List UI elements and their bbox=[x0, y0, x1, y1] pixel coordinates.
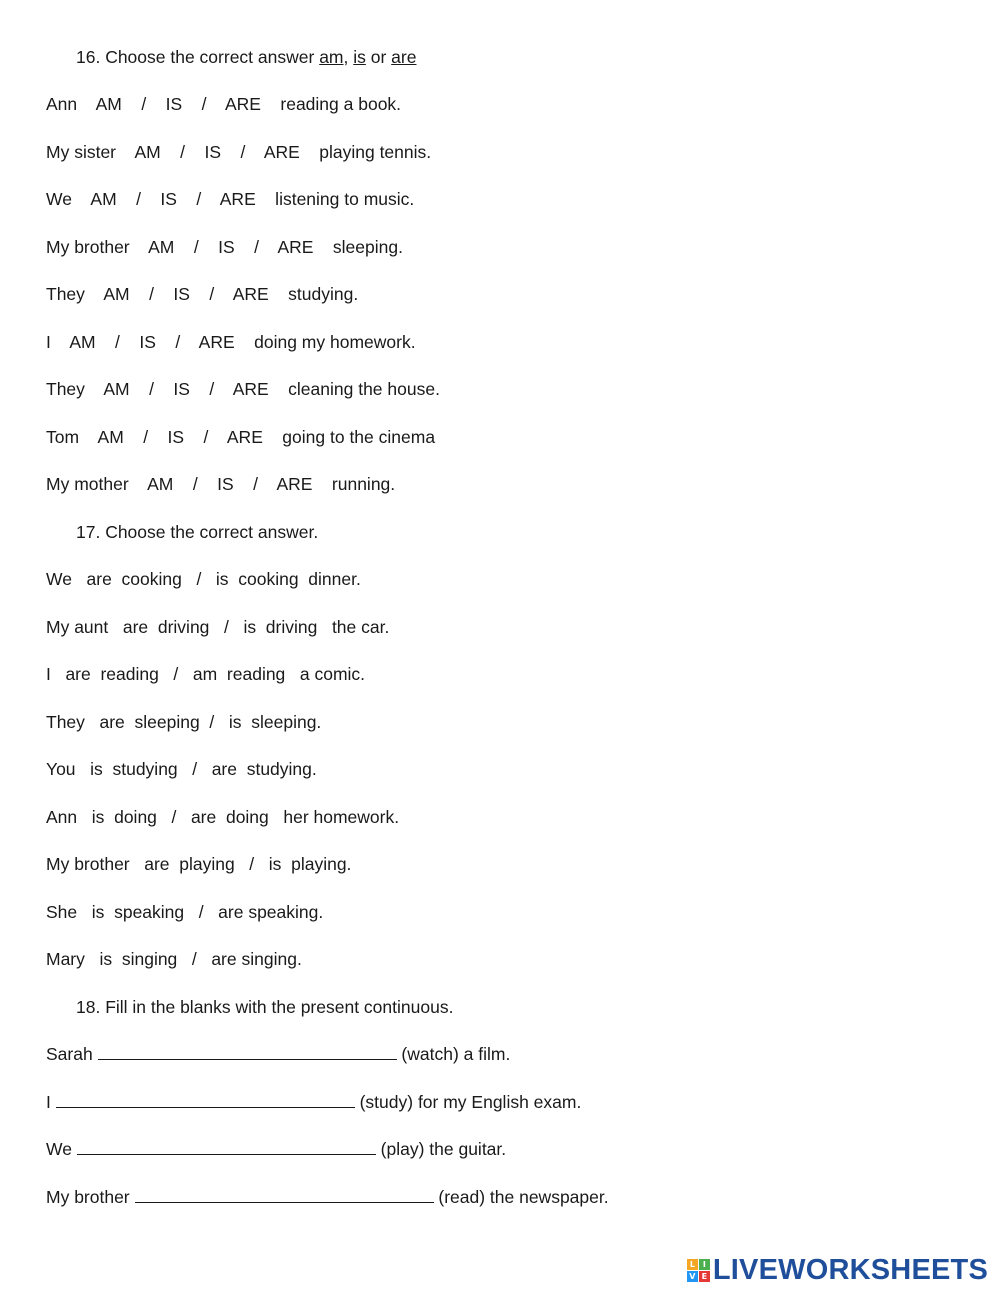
separator: or bbox=[365, 47, 392, 67]
answer-blank[interactable] bbox=[56, 1091, 355, 1108]
logo-mark-tile: I bbox=[699, 1259, 710, 1270]
logo-mark-tile: E bbox=[699, 1271, 710, 1282]
option-am: am bbox=[319, 47, 344, 67]
exercise-16-item[interactable]: Tom AM / IS / ARE going to the cinema bbox=[46, 427, 436, 447]
exercise-18-item bbox=[46, 1186, 609, 1208]
heading-text: 16. Choose the correct answer bbox=[76, 47, 320, 67]
exercise-17-item[interactable]: You is studying / are studying. bbox=[46, 759, 317, 779]
exercise-16-item[interactable]: My brother AM / IS / ARE sleeping. bbox=[46, 237, 403, 257]
section-16-heading bbox=[76, 46, 416, 68]
exercise-17-item[interactable]: Mary is singing / are singing. bbox=[46, 949, 302, 969]
sentence-start: Sarah bbox=[46, 1044, 98, 1064]
sentence-end: (study) for my English exam. bbox=[354, 1092, 582, 1112]
exercise-16-item[interactable]: I AM / IS / ARE doing my homework. bbox=[46, 332, 416, 352]
exercise-16-item[interactable]: My sister AM / IS / ARE playing tennis. bbox=[46, 142, 432, 162]
answer-blank[interactable] bbox=[77, 1138, 376, 1155]
section-18-heading: 18. Fill in the blanks with the present continuous. bbox=[76, 997, 454, 1017]
exercise-17-item[interactable]: My aunt are driving / is driving the car. bbox=[46, 617, 390, 637]
separator: , bbox=[343, 47, 354, 67]
sentence-start: We bbox=[46, 1139, 77, 1159]
option-are: are bbox=[391, 47, 417, 67]
sentence-start: I bbox=[46, 1092, 56, 1112]
exercise-16-item[interactable]: Ann AM / IS / ARE reading a book. bbox=[46, 94, 402, 114]
exercise-16-item[interactable]: My mother AM / IS / ARE running. bbox=[46, 474, 396, 494]
logo-wordmark: LIVEWORKSHEETS bbox=[712, 1254, 988, 1286]
exercise-17-item[interactable]: They are sleeping / is sleeping. bbox=[46, 712, 322, 732]
section-17-heading: 17. Choose the correct answer. bbox=[76, 522, 319, 542]
exercise-17-item[interactable]: I are reading / am reading a comic. bbox=[46, 664, 366, 684]
sentence-start: My brother bbox=[46, 1187, 135, 1207]
exercise-18-item bbox=[46, 1091, 581, 1113]
exercise-17-item[interactable]: She is speaking / are speaking. bbox=[46, 902, 324, 922]
exercise-18-item bbox=[46, 1043, 510, 1065]
sentence-end: (watch) a film. bbox=[396, 1044, 511, 1064]
exercise-17-item[interactable]: We are cooking / is cooking dinner. bbox=[46, 569, 361, 589]
sentence-end: (play) the guitar. bbox=[375, 1139, 507, 1159]
exercise-16-item[interactable]: They AM / IS / ARE studying. bbox=[46, 284, 359, 304]
liveworksheets-logo-icon bbox=[687, 1259, 710, 1282]
logo-mark-tile: L bbox=[687, 1259, 698, 1270]
exercise-16-item[interactable]: They AM / IS / ARE cleaning the house. bbox=[46, 379, 440, 399]
option-is: is bbox=[353, 47, 366, 67]
sentence-end: (read) the newspaper. bbox=[433, 1187, 609, 1207]
liveworksheets-logo bbox=[687, 1254, 988, 1286]
exercise-17-item[interactable]: My brother are playing / is playing. bbox=[46, 854, 352, 874]
exercise-18-item bbox=[46, 1138, 506, 1160]
exercise-16-item[interactable]: We AM / IS / ARE listening to music. bbox=[46, 189, 415, 209]
answer-blank[interactable] bbox=[135, 1186, 434, 1203]
answer-blank[interactable] bbox=[98, 1043, 397, 1060]
exercise-17-item[interactable]: Ann is doing / are doing her homework. bbox=[46, 807, 400, 827]
logo-mark-tile: V bbox=[687, 1271, 698, 1282]
